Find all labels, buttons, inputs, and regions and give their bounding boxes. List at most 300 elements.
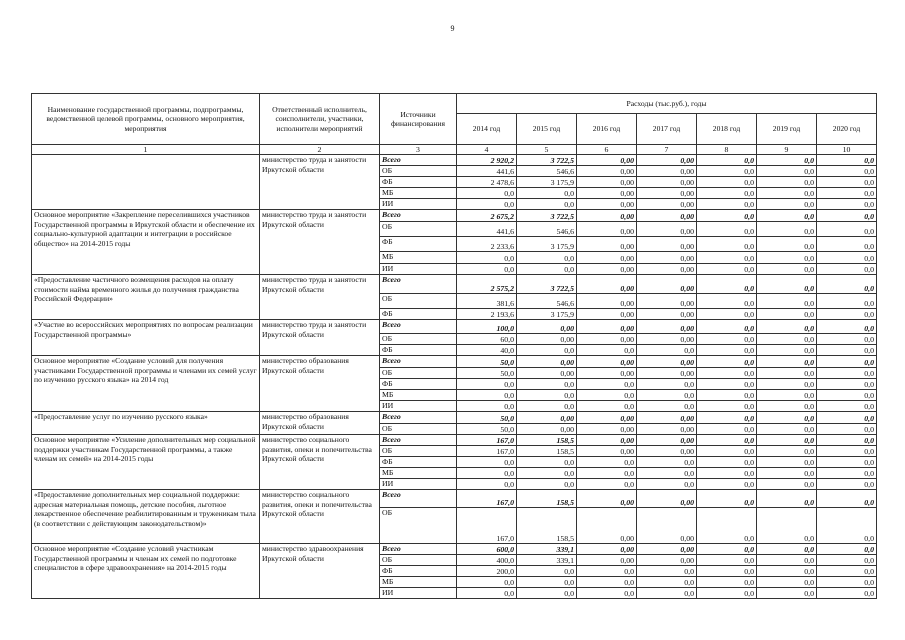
table-row (32, 412, 877, 424)
expense-value-cell: 0,00 (637, 555, 697, 566)
expense-value-cell: 3 175,9 (517, 309, 577, 320)
expense-value-cell: 0,0 (757, 320, 817, 334)
expense-value-cell: 0,0 (637, 479, 697, 490)
expense-value-cell: 0,00 (577, 252, 637, 264)
table-row (32, 210, 877, 222)
expense-value-cell: 0,00 (637, 188, 697, 199)
funding-source-cell: ИИ (380, 199, 457, 210)
expense-value-cell: 0,0 (577, 468, 637, 479)
expense-value-cell: 600,0 (457, 544, 517, 555)
expense-value-cell: 0,0 (817, 356, 877, 368)
expense-value-cell: 0,00 (637, 309, 697, 320)
funding-source-cell: ОБ (380, 368, 457, 379)
expense-value-cell: 0,0 (697, 222, 757, 237)
expense-value-cell: 0,00 (577, 320, 637, 334)
expense-value-cell: 0,0 (757, 390, 817, 401)
expense-value-cell: 0,00 (637, 412, 697, 424)
expense-value-cell: 3 722,5 (517, 275, 577, 294)
expense-value-cell: 0,0 (817, 345, 877, 356)
expense-value-cell: 0,0 (817, 390, 877, 401)
expense-value-cell: 0,0 (697, 446, 757, 457)
budget-table (31, 93, 877, 599)
expense-value-cell: 0,0 (577, 479, 637, 490)
expense-value-cell: 0,0 (697, 588, 757, 599)
expense-value-cell: 0,0 (757, 345, 817, 356)
expense-value-cell: 158,5 (517, 490, 577, 508)
table-row (32, 435, 877, 446)
funding-source-cell: ОБ (380, 294, 457, 309)
expense-value-cell: 0,0 (697, 412, 757, 424)
expense-value-cell: 0,0 (697, 379, 757, 390)
expense-value-cell: 0,00 (517, 368, 577, 379)
expense-value-cell: 0,0 (697, 309, 757, 320)
column-number: 1 (32, 145, 260, 155)
funding-source-cell: Всего (380, 320, 457, 334)
expense-value-cell: 0,0 (817, 188, 877, 199)
expense-value-cell: 0,0 (577, 379, 637, 390)
funding-source-cell: ИИ (380, 401, 457, 412)
expense-value-cell: 0,0 (517, 468, 577, 479)
expense-value-cell: 0,0 (817, 368, 877, 379)
expense-value-cell: 0,0 (757, 334, 817, 345)
expense-value-cell: 0,0 (757, 401, 817, 412)
expense-value-cell: 0,0 (457, 457, 517, 468)
expense-value-cell: 546,6 (517, 222, 577, 237)
expense-value-cell: 0,0 (637, 577, 697, 588)
responsible-cell: министерство социального развития, опеки и попечительства Иркутской области (260, 435, 380, 490)
expense-value-cell: 0,00 (577, 412, 637, 424)
expense-value-cell: 0,0 (517, 379, 577, 390)
expense-value-cell: 0,0 (697, 199, 757, 210)
column-number: 4 (457, 145, 517, 155)
expense-value-cell: 0,0 (757, 252, 817, 264)
program-name-cell: «Участие во всероссийских мероприятиях по вопросам реализации Государственной программы» (32, 320, 260, 356)
funding-source-cell: МБ (380, 577, 457, 588)
table-row (32, 275, 877, 294)
expense-value-cell: 0,00 (577, 309, 637, 320)
funding-source-cell: Всего (380, 412, 457, 424)
responsible-cell: министерство здравоохранения Иркутской области (260, 544, 380, 599)
program-name-cell: «Предоставление услуг по изучению русского языка» (32, 412, 260, 435)
table-row (32, 356, 877, 368)
funding-source-cell: ФБ (380, 237, 457, 252)
expense-value-cell: 0,0 (757, 555, 817, 566)
expense-value-cell: 0,0 (577, 577, 637, 588)
expense-value-cell: 0,00 (637, 334, 697, 345)
table-row (32, 490, 877, 508)
expense-value-cell: 0,0 (697, 368, 757, 379)
funding-source-cell: МБ (380, 468, 457, 479)
expense-value-cell: 441,6 (457, 222, 517, 237)
funding-source-cell: ФБ (380, 457, 457, 468)
expense-value-cell: 0,00 (517, 334, 577, 345)
expense-value-cell: 0,0 (577, 566, 637, 577)
expense-value-cell: 0,0 (697, 320, 757, 334)
expense-value-cell: 0,0 (817, 294, 877, 309)
program-name-cell: «Предоставление дополнительных мер социальной поддержки: адресная материальная помощь, детские пособия, льготное лекарственное обеспечение реабилитированным и труженикам тыла (в соответствии с действующим законодательством)» (32, 490, 260, 544)
expense-value-cell: 0,00 (577, 334, 637, 345)
expense-value-cell: 0,0 (757, 412, 817, 424)
column-number: 9 (757, 145, 817, 155)
expense-value-cell: 0,0 (697, 334, 757, 345)
funding-source-cell: МБ (380, 390, 457, 401)
expense-value-cell: 0,0 (697, 188, 757, 199)
expense-value-cell: 0,0 (817, 457, 877, 468)
expense-value-cell: 40,0 (457, 345, 517, 356)
funding-source-cell: ОБ (380, 334, 457, 345)
expense-value-cell: 0,0 (517, 390, 577, 401)
expense-value-cell: 0,00 (517, 424, 577, 435)
expense-value-cell: 0,0 (817, 508, 877, 544)
program-name-cell: Основное мероприятие «Создание условий участникам Государственной программы и членам их семей по подготовке специалистов в сфере здравоохранения» на 2014-2015 годы (32, 544, 260, 599)
funding-source-cell: ОБ (380, 446, 457, 457)
table-row (32, 544, 877, 555)
expense-value-cell: 0,0 (817, 210, 877, 222)
funding-source-cell: Всего (380, 490, 457, 508)
expense-value-cell: 0,0 (637, 457, 697, 468)
funding-source-cell: Всего (380, 356, 457, 368)
expense-value-cell: 2 920,2 (457, 155, 517, 166)
funding-source-cell: ИИ (380, 264, 457, 275)
expense-value-cell: 0,0 (757, 508, 817, 544)
expense-value-cell: 0,00 (637, 237, 697, 252)
expense-value-cell: 0,0 (517, 188, 577, 199)
expense-value-cell: 0,0 (757, 379, 817, 390)
expense-value-cell: 167,0 (457, 490, 517, 508)
year-header: 2018 год (697, 114, 757, 145)
program-name-cell: Основное мероприятие «Усиление дополнительных мер социальной поддержки участникам Государственной программы, а также членам их семей» на 2014-2015 годы (32, 435, 260, 490)
expense-value-cell: 0,00 (517, 320, 577, 334)
expense-value-cell: 0,0 (637, 468, 697, 479)
expense-value-cell: 0,00 (637, 544, 697, 555)
funding-source-cell: ФБ (380, 177, 457, 188)
expense-value-cell: 0,00 (637, 264, 697, 275)
expense-value-cell: 0,0 (697, 468, 757, 479)
expense-value-cell: 381,6 (457, 294, 517, 309)
expense-value-cell: 0,0 (697, 252, 757, 264)
expense-value-cell: 0,0 (757, 166, 817, 177)
expense-value-cell: 0,0 (697, 544, 757, 555)
expense-value-cell: 50,0 (457, 356, 517, 368)
funding-source-cell: ФБ (380, 345, 457, 356)
responsible-cell: министерство труда и занятости Иркутской области (260, 275, 380, 320)
expense-value-cell: 0,0 (817, 555, 877, 566)
expense-value-cell: 0,0 (457, 252, 517, 264)
expense-value-cell: 0,0 (457, 401, 517, 412)
header-name: Наименование государственной программы, подпрограммы, ведомственной целевой программы, основного мероприятия, мероприятия (32, 94, 260, 145)
expense-value-cell: 0,0 (697, 294, 757, 309)
expense-value-cell: 167,0 (457, 446, 517, 457)
expense-value-cell: 400,0 (457, 555, 517, 566)
expense-value-cell: 0,0 (637, 401, 697, 412)
expense-value-cell: 0,00 (637, 356, 697, 368)
expense-value-cell: 0,0 (757, 309, 817, 320)
expense-value-cell: 0,00 (637, 435, 697, 446)
expense-value-cell: 50,0 (457, 412, 517, 424)
column-number: 8 (697, 145, 757, 155)
expense-value-cell: 0,0 (757, 294, 817, 309)
expense-value-cell: 0,00 (637, 508, 697, 544)
expense-value-cell: 0,00 (637, 177, 697, 188)
responsible-cell: министерство труда и занятости Иркутской области (260, 155, 380, 210)
expense-value-cell: 0,0 (757, 210, 817, 222)
expense-value-cell: 0,0 (697, 177, 757, 188)
expense-value-cell: 3 722,5 (517, 155, 577, 166)
expense-value-cell: 0,0 (697, 264, 757, 275)
expense-value-cell: 0,0 (817, 490, 877, 508)
expense-value-cell: 0,0 (757, 577, 817, 588)
expense-value-cell: 0,0 (517, 577, 577, 588)
funding-source-cell: ОБ (380, 222, 457, 237)
column-number: 5 (517, 145, 577, 155)
expense-value-cell: 0,00 (637, 275, 697, 294)
expense-value-cell: 158,5 (517, 446, 577, 457)
expense-value-cell: 0,00 (637, 294, 697, 309)
expense-value-cell: 60,0 (457, 334, 517, 345)
expense-value-cell: 0,0 (817, 334, 877, 345)
responsible-cell: министерство социального развития, опеки и попечительства Иркутской области (260, 490, 380, 544)
funding-source-cell: ФБ (380, 566, 457, 577)
expense-value-cell: 0,0 (697, 166, 757, 177)
expense-value-cell: 0,0 (817, 544, 877, 555)
expense-value-cell: 0,0 (757, 490, 817, 508)
expense-value-cell: 0,0 (697, 275, 757, 294)
responsible-cell: министерство труда и занятости Иркутской области (260, 320, 380, 356)
expense-value-cell: 0,00 (577, 356, 637, 368)
expense-value-cell: 0,00 (637, 446, 697, 457)
expense-value-cell: 0,0 (817, 412, 877, 424)
expense-value-cell: 0,00 (577, 294, 637, 309)
expense-value-cell: 0,0 (637, 566, 697, 577)
expense-value-cell: 0,0 (817, 566, 877, 577)
expense-value-cell: 0,0 (817, 155, 877, 166)
expense-value-cell: 0,00 (637, 368, 697, 379)
expense-value-cell: 441,6 (457, 166, 517, 177)
expense-value-cell: 0,00 (577, 555, 637, 566)
expense-value-cell: 158,5 (517, 435, 577, 446)
table-row (32, 320, 877, 334)
expense-value-cell: 0,0 (697, 155, 757, 166)
program-name-cell (32, 155, 260, 210)
expense-value-cell: 0,00 (577, 188, 637, 199)
expense-value-cell: 0,0 (697, 390, 757, 401)
expense-value-cell: 0,0 (817, 264, 877, 275)
expense-value-cell: 2 575,2 (457, 275, 517, 294)
expense-value-cell: 0,0 (697, 508, 757, 544)
expense-value-cell: 0,0 (517, 345, 577, 356)
expense-value-cell: 0,0 (757, 188, 817, 199)
expense-value-cell: 0,0 (757, 435, 817, 446)
expense-value-cell: 2 233,6 (457, 237, 517, 252)
expense-value-cell: 167,0 (457, 435, 517, 446)
expense-value-cell: 0,00 (637, 252, 697, 264)
expense-value-cell: 0,0 (817, 275, 877, 294)
year-header: 2020 год (817, 114, 877, 145)
funding-source-cell: Всего (380, 544, 457, 555)
expense-value-cell: 3 175,9 (517, 237, 577, 252)
header-responsible: Ответственный исполнитель, соисполнители, участники, исполнители мероприятий (260, 94, 380, 145)
expense-value-cell: 0,0 (697, 356, 757, 368)
expense-value-cell: 0,0 (757, 237, 817, 252)
table-row (32, 155, 877, 166)
expense-value-cell: 0,0 (817, 252, 877, 264)
funding-source-cell: ФБ (380, 309, 457, 320)
expense-value-cell: 0,0 (697, 479, 757, 490)
expense-value-cell: 0,0 (817, 401, 877, 412)
expense-value-cell: 0,00 (577, 264, 637, 275)
expense-value-cell: 50,0 (457, 424, 517, 435)
funding-source-cell: ОБ (380, 508, 457, 544)
expense-value-cell: 0,0 (817, 222, 877, 237)
expense-value-cell: 0,0 (697, 566, 757, 577)
expense-value-cell: 0,0 (637, 345, 697, 356)
funding-source-cell: Всего (380, 275, 457, 294)
expense-value-cell: 0,0 (517, 479, 577, 490)
expense-value-cell: 339,1 (517, 555, 577, 566)
expense-value-cell: 0,0 (817, 320, 877, 334)
year-header: 2019 год (757, 114, 817, 145)
funding-source-cell: Всего (380, 155, 457, 166)
expense-value-cell: 0,00 (577, 222, 637, 237)
expense-value-cell: 0,0 (577, 345, 637, 356)
expense-value-cell: 0,0 (757, 468, 817, 479)
expense-value-cell: 0,00 (517, 412, 577, 424)
expense-value-cell: 0,0 (517, 457, 577, 468)
expense-value-cell: 0,0 (817, 177, 877, 188)
expense-value-cell: 0,0 (457, 468, 517, 479)
expense-value-cell: 0,0 (697, 237, 757, 252)
expense-value-cell: 0,0 (517, 264, 577, 275)
expense-value-cell: 0,0 (817, 166, 877, 177)
expense-value-cell: 0,0 (817, 479, 877, 490)
expense-value-cell: 100,0 (457, 320, 517, 334)
funding-source-cell: ОБ (380, 555, 457, 566)
expense-value-cell: 0,00 (637, 210, 697, 222)
expense-value-cell: 0,0 (577, 457, 637, 468)
expense-value-cell: 0,0 (457, 264, 517, 275)
expense-value-cell: 0,0 (817, 309, 877, 320)
expense-value-cell: 0,00 (637, 199, 697, 210)
funding-source-cell: ОБ (380, 166, 457, 177)
expense-value-cell: 167,0 (457, 508, 517, 544)
expense-value-cell: 0,0 (577, 588, 637, 599)
expense-value-cell: 0,00 (577, 544, 637, 555)
expense-value-cell: 0,00 (577, 490, 637, 508)
expense-value-cell: 0,0 (697, 435, 757, 446)
expense-value-cell: 0,0 (757, 566, 817, 577)
expense-value-cell: 0,0 (637, 379, 697, 390)
expense-value-cell: 0,0 (757, 356, 817, 368)
expense-value-cell: 0,0 (457, 199, 517, 210)
expense-value-cell: 0,0 (697, 345, 757, 356)
funding-source-cell: ОБ (380, 424, 457, 435)
column-number: 3 (380, 145, 457, 155)
expense-value-cell: 0,00 (577, 237, 637, 252)
expense-value-cell: 0,00 (577, 368, 637, 379)
funding-source-cell: Всего (380, 210, 457, 222)
expense-value-cell: 0,00 (577, 155, 637, 166)
year-header: 2014 год (457, 114, 517, 145)
expense-value-cell: 0,0 (457, 577, 517, 588)
expense-value-cell: 0,0 (757, 544, 817, 555)
expense-value-cell: 0,00 (637, 155, 697, 166)
expense-value-cell: 0,0 (517, 401, 577, 412)
expense-value-cell: 0,0 (457, 588, 517, 599)
expense-value-cell: 0,00 (577, 508, 637, 544)
expense-value-cell: 2 478,6 (457, 177, 517, 188)
expense-value-cell: 2 675,2 (457, 210, 517, 222)
expense-value-cell: 0,0 (757, 446, 817, 457)
year-header: 2017 год (637, 114, 697, 145)
expense-value-cell: 0,00 (577, 166, 637, 177)
expense-value-cell: 0,00 (577, 199, 637, 210)
expense-value-cell: 0,0 (457, 188, 517, 199)
responsible-cell: министерство образования Иркутской области (260, 356, 380, 412)
expense-value-cell: 158,5 (517, 508, 577, 544)
program-name-cell: Основное мероприятие «Закрепление переселившихся участников Государственной программы в Иркутской области и обеспечение их социально-культурной адаптации и интеграции в российское общество» на 2014-2015 годы (32, 210, 260, 275)
expense-value-cell: 0,00 (637, 166, 697, 177)
expense-value-cell: 0,0 (457, 379, 517, 390)
expense-value-cell: 0,0 (817, 577, 877, 588)
column-number: 10 (817, 145, 877, 155)
header-expenses: Расходы (тыс.руб.), годы (457, 94, 877, 114)
expense-value-cell: 0,0 (457, 390, 517, 401)
page-number: 9 (450, 24, 455, 33)
expense-value-cell: 0,0 (757, 199, 817, 210)
expense-value-cell: 0,0 (637, 390, 697, 401)
expense-value-cell: 0,0 (517, 566, 577, 577)
expense-value-cell: 0,0 (697, 210, 757, 222)
expense-value-cell: 0,00 (637, 222, 697, 237)
expense-value-cell: 0,0 (697, 555, 757, 566)
year-header: 2015 год (517, 114, 577, 145)
expense-value-cell: 0,0 (697, 577, 757, 588)
expense-value-cell: 0,0 (697, 401, 757, 412)
expense-value-cell: 0,0 (757, 588, 817, 599)
column-number: 6 (577, 145, 637, 155)
expense-value-cell: 0,0 (697, 490, 757, 508)
funding-source-cell: Всего (380, 435, 457, 446)
expense-value-cell: 0,0 (637, 588, 697, 599)
header-sources: Источники финансирования (380, 94, 457, 145)
expense-value-cell: 0,0 (817, 446, 877, 457)
expense-value-cell: 546,6 (517, 294, 577, 309)
funding-source-cell: МБ (380, 188, 457, 199)
expense-value-cell: 0,00 (577, 210, 637, 222)
expense-value-cell: 0,0 (457, 479, 517, 490)
funding-source-cell: ИИ (380, 479, 457, 490)
responsible-cell: министерство образования Иркутской области (260, 412, 380, 435)
expense-value-cell: 200,0 (457, 566, 517, 577)
funding-source-cell: ФБ (380, 379, 457, 390)
expense-value-cell: 50,0 (457, 368, 517, 379)
expense-value-cell: 0,0 (757, 275, 817, 294)
expense-value-cell: 0,0 (817, 237, 877, 252)
expense-value-cell: 0,0 (757, 222, 817, 237)
funding-source-cell: МБ (380, 252, 457, 264)
expense-value-cell: 0,0 (517, 199, 577, 210)
expense-value-cell: 0,0 (757, 264, 817, 275)
expense-value-cell: 0,00 (637, 490, 697, 508)
expense-value-cell: 0,0 (817, 199, 877, 210)
expense-value-cell: 0,00 (577, 275, 637, 294)
expense-value-cell: 0,0 (577, 401, 637, 412)
expense-value-cell: 0,0 (757, 479, 817, 490)
expense-value-cell: 0,0 (757, 177, 817, 188)
expense-value-cell: 546,6 (517, 166, 577, 177)
expense-value-cell: 0,0 (817, 424, 877, 435)
year-header: 2016 год (577, 114, 637, 145)
